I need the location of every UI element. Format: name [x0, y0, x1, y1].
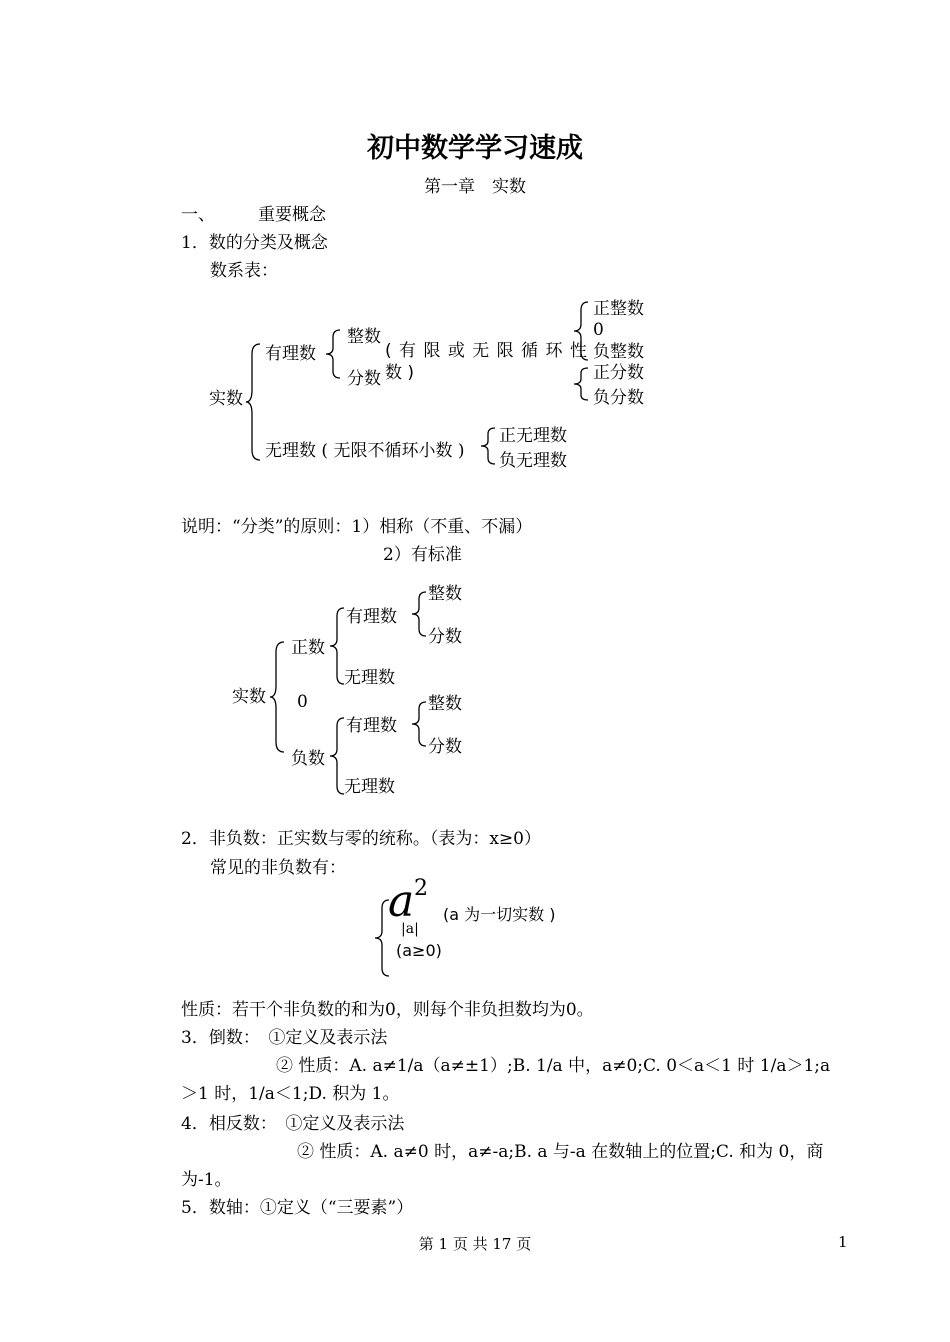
- tree1-fraction: 分数: [347, 369, 381, 389]
- brace-icon: [270, 642, 286, 754]
- tree2-root: 实数: [232, 687, 266, 707]
- tree1-neg-irr: 负无理数: [499, 451, 567, 471]
- item4-line3: 为-1。: [181, 1170, 232, 1190]
- item2-sub: 常见的非负数有：: [210, 858, 346, 878]
- tree1-root: 实数: [209, 389, 243, 409]
- tree2-zero: 0: [297, 692, 308, 712]
- tree1-neg-int: 负整数: [593, 342, 644, 362]
- page-number: 1: [838, 1233, 848, 1251]
- tree2-irrational-neg: 无理数: [344, 777, 395, 797]
- nonneg-a: a: [388, 876, 415, 927]
- tree1-integer: 整数: [347, 327, 381, 347]
- tree2-fraction-neg: 分数: [428, 737, 462, 757]
- tree1-neg-frac: 负分数: [593, 388, 644, 408]
- note-line2: 2）有标准: [383, 545, 462, 565]
- tree2-rational: 有理数: [346, 607, 397, 627]
- tree1-pos-frac: 正分数: [593, 363, 644, 383]
- tree2-irrational: 无理数: [344, 668, 395, 688]
- document-title: 初中数学学习速成: [367, 133, 583, 164]
- section-title: 重要概念: [258, 205, 326, 225]
- nonneg-note: (a 为一切实数 ): [443, 905, 556, 924]
- nonneg-exponent: 2: [414, 876, 428, 901]
- item3-line2: ② 性质：A. a≠1/a（a≠±1）;B. 1/a 中，a≠0;C. 0＜a＜1 时 1/a＞1;a: [276, 1056, 831, 1076]
- brace-icon: [412, 702, 428, 748]
- item4-heading: 4．相反数： ①定义及表示法: [181, 1114, 405, 1134]
- brace-icon: [574, 302, 590, 362]
- tree2-rational-neg: 有理数: [346, 716, 397, 736]
- tree2-integer-neg: 整数: [428, 694, 462, 714]
- tree1-note-line2: 数 ): [385, 363, 415, 383]
- tree2-fraction: 分数: [428, 627, 462, 647]
- page-count: 第 1 页 共 17 页: [418, 1235, 532, 1253]
- tree1-note-line1: ( 有 限 或 无 限 循 环 性: [385, 341, 588, 361]
- tree1-rational: 有理数: [265, 344, 316, 364]
- item2-heading: 2．非负数：正实数与零的统称。（表为：x≥0）: [181, 829, 541, 849]
- item5-heading: 5．数轴：①定义（“三要素”）: [181, 1198, 414, 1218]
- property-text: 性质：若干个非负数的和为0，则每个非负担数均为0。: [181, 1000, 594, 1020]
- tree1-zero: 0: [593, 320, 604, 340]
- chapter-heading: 第一章 实数: [424, 177, 526, 197]
- note-line1: 说明：“分类”的原则：1）相称（不重、不漏）: [181, 517, 533, 537]
- item1-heading: 1．数的分类及概念: [181, 233, 328, 253]
- brace-icon: [246, 344, 262, 462]
- brace-icon: [574, 368, 590, 402]
- nonneg-cond: (a≥0): [396, 941, 442, 960]
- tree2-integer: 整数: [428, 584, 462, 604]
- brace-icon: [412, 592, 428, 638]
- tree1-pos-irr: 正无理数: [499, 426, 567, 446]
- tree1-pos-int: 正整数: [593, 299, 644, 319]
- brace-icon: [326, 330, 342, 380]
- tree2-positive: 正数: [291, 638, 325, 658]
- item1-sub: 数系表：: [210, 261, 278, 281]
- tree2-negative: 负数: [291, 749, 325, 769]
- item4-line2: ② 性质：A. a≠0 时，a≠-a;B. a 与-a 在数轴上的位置;C. 和为 0，商: [297, 1142, 824, 1162]
- item3-heading: 3．倒数： ①定义及表示法: [181, 1028, 388, 1048]
- tree1-irrational: 无理数 ( 无限不循环小数 ): [265, 441, 465, 461]
- nonneg-abs: |a|: [401, 921, 419, 937]
- brace-icon: [481, 428, 497, 466]
- item3-line3: ＞1 时，1/a＜1;D. 积为 1。: [181, 1084, 400, 1104]
- section-number: 一、: [181, 205, 215, 225]
